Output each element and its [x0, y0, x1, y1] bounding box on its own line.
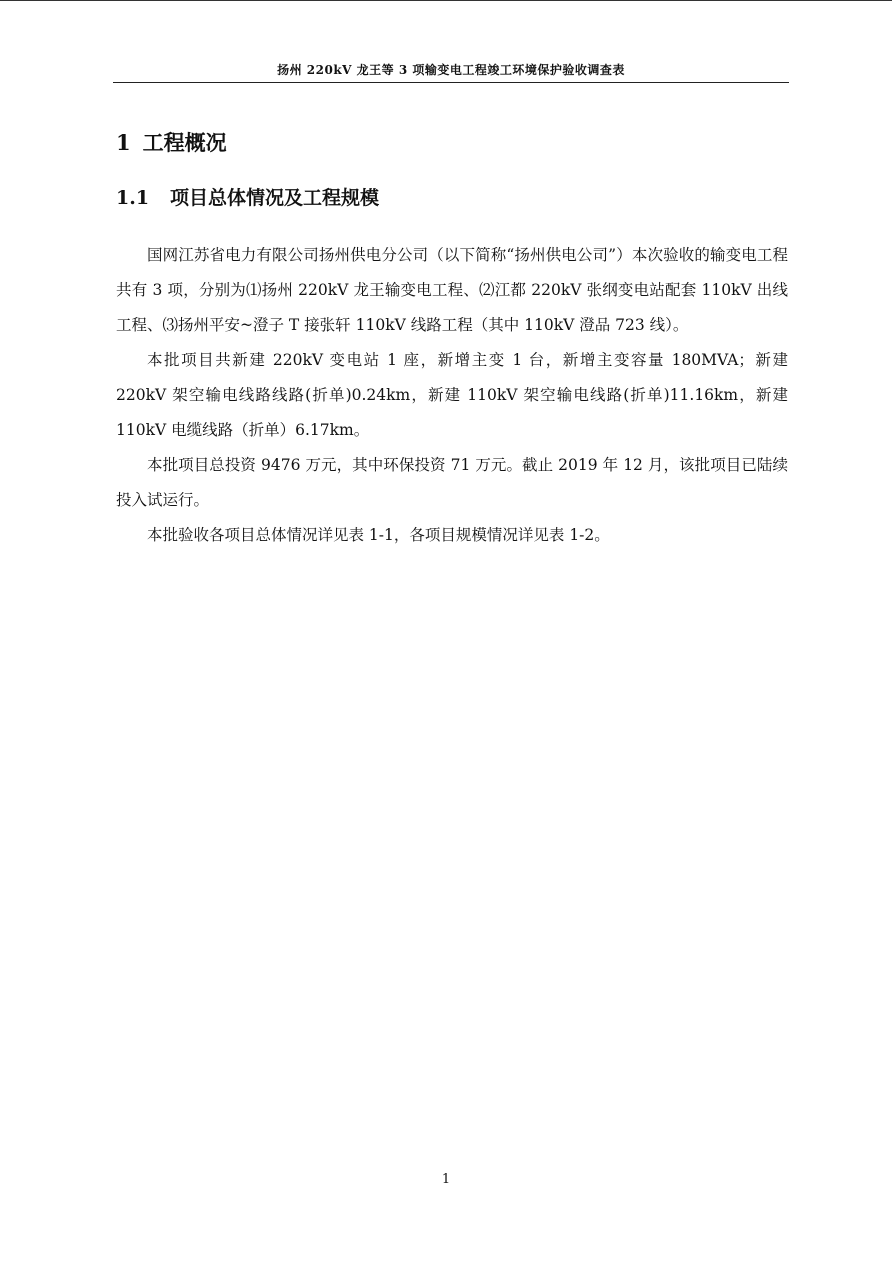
paragraph-investment: 本批项目总投资 9476 万元，其中环保投资 71 万元。截止 2019 年 12 月，该批项目已陆续投入试运行。: [116, 456, 788, 509]
page-number: 1: [441, 1172, 451, 1187]
chapter-number: 1: [116, 130, 131, 155]
chapter-heading: [116, 128, 227, 158]
header-rule: [113, 82, 789, 83]
running-header: 扬州 220kV 龙王等 3 项输变电工程竣工环境保护验收调查表: [277, 63, 625, 77]
paragraph-project-scale: 本批项目共新建 220kV 变电站 1 座，新增主变 1 台，新增主变容量 180MVA；新建 220kV 架空输电线路线路(折单)0.24km，新建 110kV 架空输电线路(折单)11.16km，新建 110kV 电缆线路（折单）6.17km。: [116, 351, 788, 439]
paragraph-project-overview: 国网江苏省电力有限公司扬州供电分公司（以下简称“扬州供电公司”）本次验收的输变电工程共有 3 项，分别为⑴扬州 220kV 龙王输变电工程、⑵江都 220kV 张纲变电站配套 110kV 出线工程、⑶扬州平安~澄子 T 接张轩 110kV 线路工程（其中 110kV 澄品 723 线）。: [116, 246, 788, 334]
chapter-title: 工程概况: [142, 130, 227, 155]
section-title: 项目总体情况及工程规模: [170, 187, 380, 209]
section-number: 1.1: [116, 187, 150, 209]
page-top-border: [0, 0, 892, 1]
section-heading: [116, 184, 379, 212]
paragraph-table-reference: 本批验收各项目总体情况详见表 1-1，各项目规模情况详见表 1-2。: [147, 526, 610, 544]
body-text: [116, 238, 788, 553]
